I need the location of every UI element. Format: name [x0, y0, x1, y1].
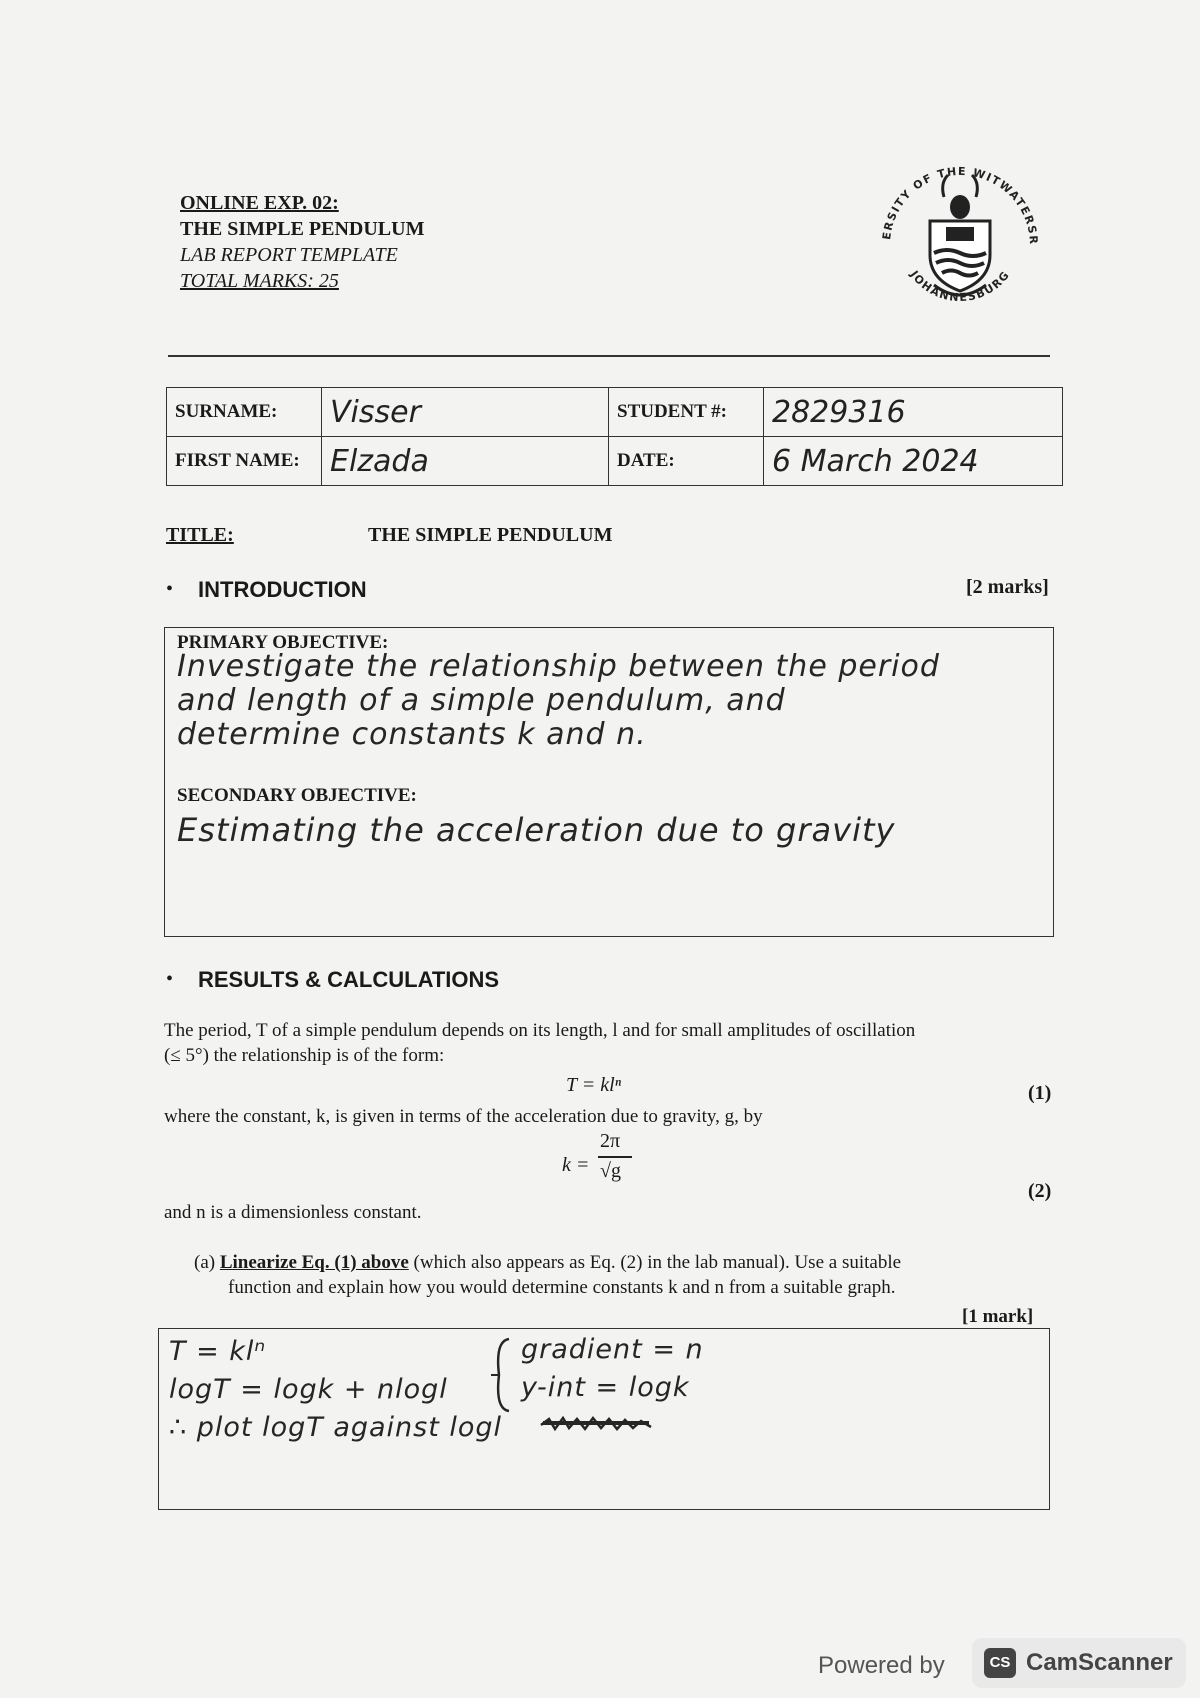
- header-line-1: ONLINE EXP. 02:: [180, 192, 339, 214]
- question-a-label: (a): [194, 1252, 216, 1273]
- university-logo: [860, 145, 1060, 335]
- header-line-3: LAB REPORT TEMPLATE: [180, 244, 398, 266]
- results-para-1b: (≤ 5°) the relationship is of the form:: [164, 1045, 445, 1066]
- camscanner-badge[interactable]: [972, 1638, 1186, 1688]
- student-number-field[interactable]: 2829316: [764, 388, 1063, 437]
- surname-field[interactable]: Visser: [322, 388, 609, 437]
- scribble-icon: [539, 1413, 659, 1435]
- question-a-link: Linearize Eq. (1) above: [219, 1252, 409, 1273]
- question-a-text-1: (which also appears as Eq. (2) in the lab manual). Use a suitable: [408, 1252, 902, 1273]
- first-name-field[interactable]: Elzada: [322, 437, 609, 486]
- introduction-heading: INTRODUCTION: [198, 577, 367, 602]
- answer-a-notes: [521, 1331, 704, 1407]
- first-name-label: FIRST NAME:: [167, 437, 322, 486]
- student-number-label: STUDENT #:: [609, 388, 764, 437]
- secondary-objective-label: SECONDARY OBJECTIVE:: [177, 785, 417, 806]
- student-info-table: [166, 387, 1063, 486]
- results-para-2: where the constant, k, is given in terms of the acceleration due to gravity, g, by: [164, 1106, 763, 1127]
- equation-1: T = klⁿ: [566, 1074, 621, 1096]
- bullet-icon: •: [166, 968, 174, 990]
- logo-arc-top: ERSITY OF THE WITWATERSR: [880, 164, 1041, 246]
- equation-2-denominator: √g: [600, 1160, 621, 1182]
- primary-line: determine constants k and n.: [177, 717, 647, 752]
- question-a-text-2: function and explain how you would determine constants k and n from a suitable graph.: [228, 1277, 896, 1298]
- introduction-marks: [2 marks]: [966, 576, 1049, 598]
- primary-line: Investigate the relationship between the period: [177, 649, 940, 684]
- question-a: [194, 1252, 901, 1274]
- camscanner-icon: CS: [984, 1648, 1016, 1678]
- surname-label: SURNAME:: [167, 388, 322, 437]
- primary-line: and length of a simple pendulum, and: [177, 683, 786, 718]
- brace-icon: [489, 1335, 515, 1415]
- objectives-box[interactable]: [164, 627, 1054, 937]
- date-label: DATE:: [609, 437, 764, 486]
- powered-by-label: Powered by: [818, 1652, 945, 1679]
- results-heading: RESULTS & CALCULATIONS: [198, 967, 500, 992]
- answer-line: ∴ plot logT against logl: [169, 1412, 503, 1443]
- header-line-4: TOTAL MARKS: 25: [180, 270, 339, 292]
- secondary-objective-text: Estimating the acceleration due to gravity: [177, 811, 896, 849]
- results-para-3: and n is a dimensionless constant.: [164, 1202, 422, 1223]
- logo-arc-bottom: JOHANNESBURG: [907, 268, 1013, 305]
- answer-note: y-int = logk: [521, 1372, 690, 1403]
- equation-2-lhs: k =: [562, 1154, 590, 1176]
- date-field[interactable]: 6 March 2024: [764, 437, 1063, 486]
- results-para-1a: The period, T of a simple pendulum depends on its length, l and for small amplitudes of oscillation: [164, 1020, 916, 1041]
- camscanner-brand: CamScanner: [1026, 1649, 1173, 1676]
- primary-objective-text: [177, 650, 940, 752]
- primary-objective-label: PRIMARY OBJECTIVE:: [177, 632, 389, 653]
- header-divider: [168, 355, 1050, 357]
- equation-2-numerator: 2π: [600, 1130, 621, 1152]
- answer-line: logT = logk + nlogl: [169, 1374, 448, 1405]
- bullet-icon: •: [166, 578, 174, 600]
- equation-2-number: (2): [1028, 1180, 1052, 1202]
- equation-1-number: (1): [1028, 1082, 1052, 1104]
- question-a-marks: [1 mark]: [962, 1306, 1034, 1327]
- answer-line: T = klⁿ: [169, 1336, 267, 1367]
- answer-a-box[interactable]: [158, 1328, 1050, 1510]
- title-value: THE SIMPLE PENDULUM: [368, 524, 613, 546]
- answer-a-working: [169, 1333, 502, 1447]
- header-line-2: THE SIMPLE PENDULUM: [180, 218, 425, 240]
- answer-note: gradient = n: [521, 1334, 704, 1365]
- fraction-bar: [598, 1156, 632, 1158]
- title-label: TITLE:: [166, 524, 234, 546]
